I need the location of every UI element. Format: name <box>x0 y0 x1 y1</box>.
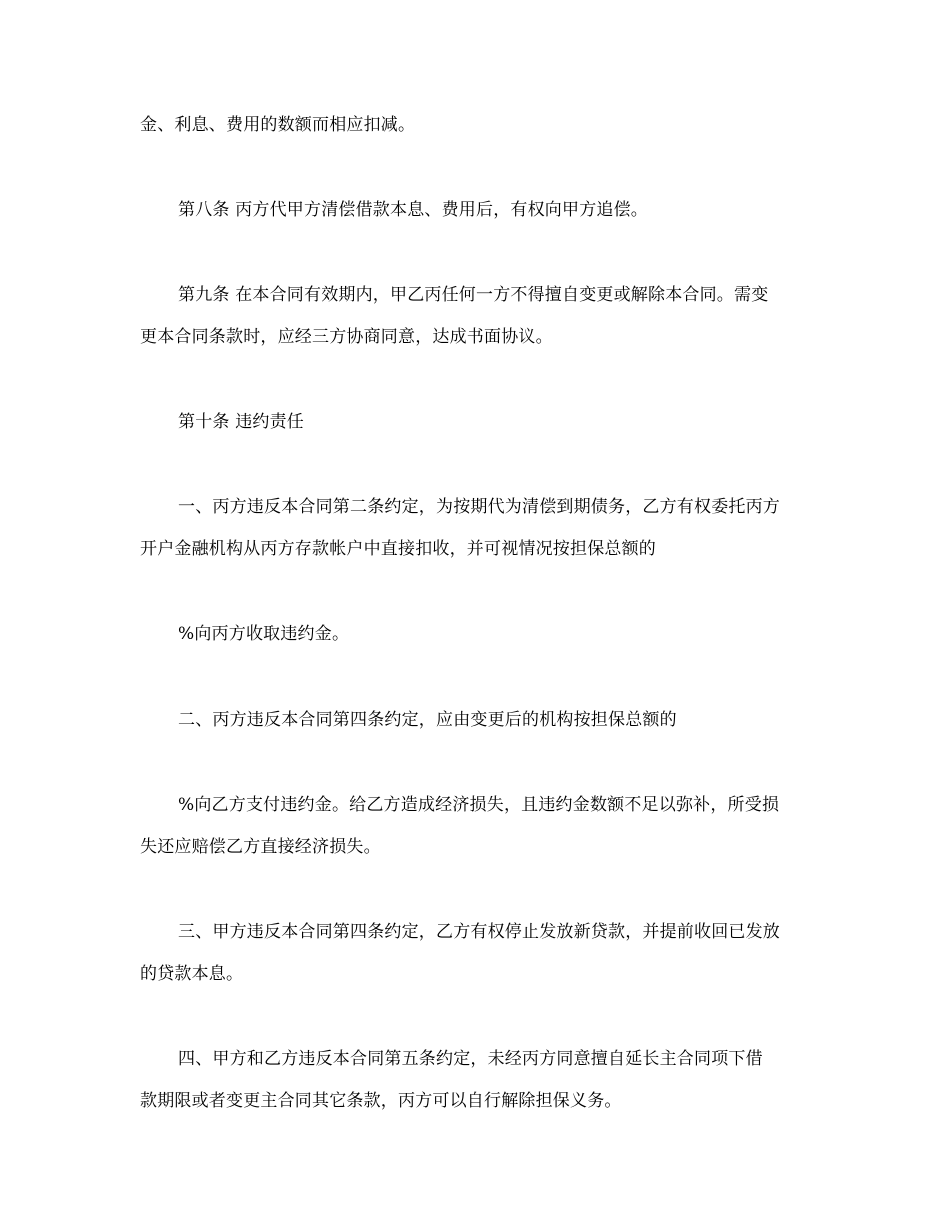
clause-1-line-1: 一、丙方违反本合同第二条约定，为按期代为清偿到期债务，乙方有权委托丙方 <box>178 497 780 517</box>
clause-2-line-3: 失还应赔偿乙方直接经济损失。 <box>140 837 381 857</box>
clause-1-line-2: 开户金融机构从丙方存款帐户中直接扣收，并可视情况按担保总额的 <box>140 539 656 559</box>
article-9-line-2: 更本合同条款时，应经三方协商同意，达成书面协议。 <box>140 327 553 347</box>
clause-4-line-1: 四、甲方和乙方违反本合同第五条约定，未经丙方同意擅自延长主合同项下借 <box>178 1049 763 1069</box>
clause-1-line-3: %向丙方收取违约金。 <box>178 624 350 644</box>
article-8: 第八条 丙方代甲方清偿借款本息、费用后，有权向甲方追偿。 <box>178 200 649 220</box>
clause-3-line-1: 三、甲方违反本合同第四条约定，乙方有权停止发放新贷款，并提前收回已发放 <box>178 922 780 942</box>
article-10-heading: 第十条 违约责任 <box>178 412 305 432</box>
clause-2-line-1: 二、丙方违反本合同第四条约定，应由变更后的机构按担保总额的 <box>178 710 677 730</box>
clause-3-line-2: 的贷款本息。 <box>140 964 244 984</box>
clause-2-line-2: %向乙方支付违约金。给乙方造成经济损失，且违约金数额不足以弥补，所受损 <box>178 795 780 815</box>
text-line-1: 金、利息、费用的数额而相应扣减。 <box>140 115 416 135</box>
clause-4-line-2: 款期限或者变更主合同其它条款，丙方可以自行解除担保义务。 <box>140 1091 622 1111</box>
article-9-line-1: 第九条 在本合同有效期内，甲乙丙任何一方不得擅自变更或解除本合同。需变 <box>178 285 769 305</box>
